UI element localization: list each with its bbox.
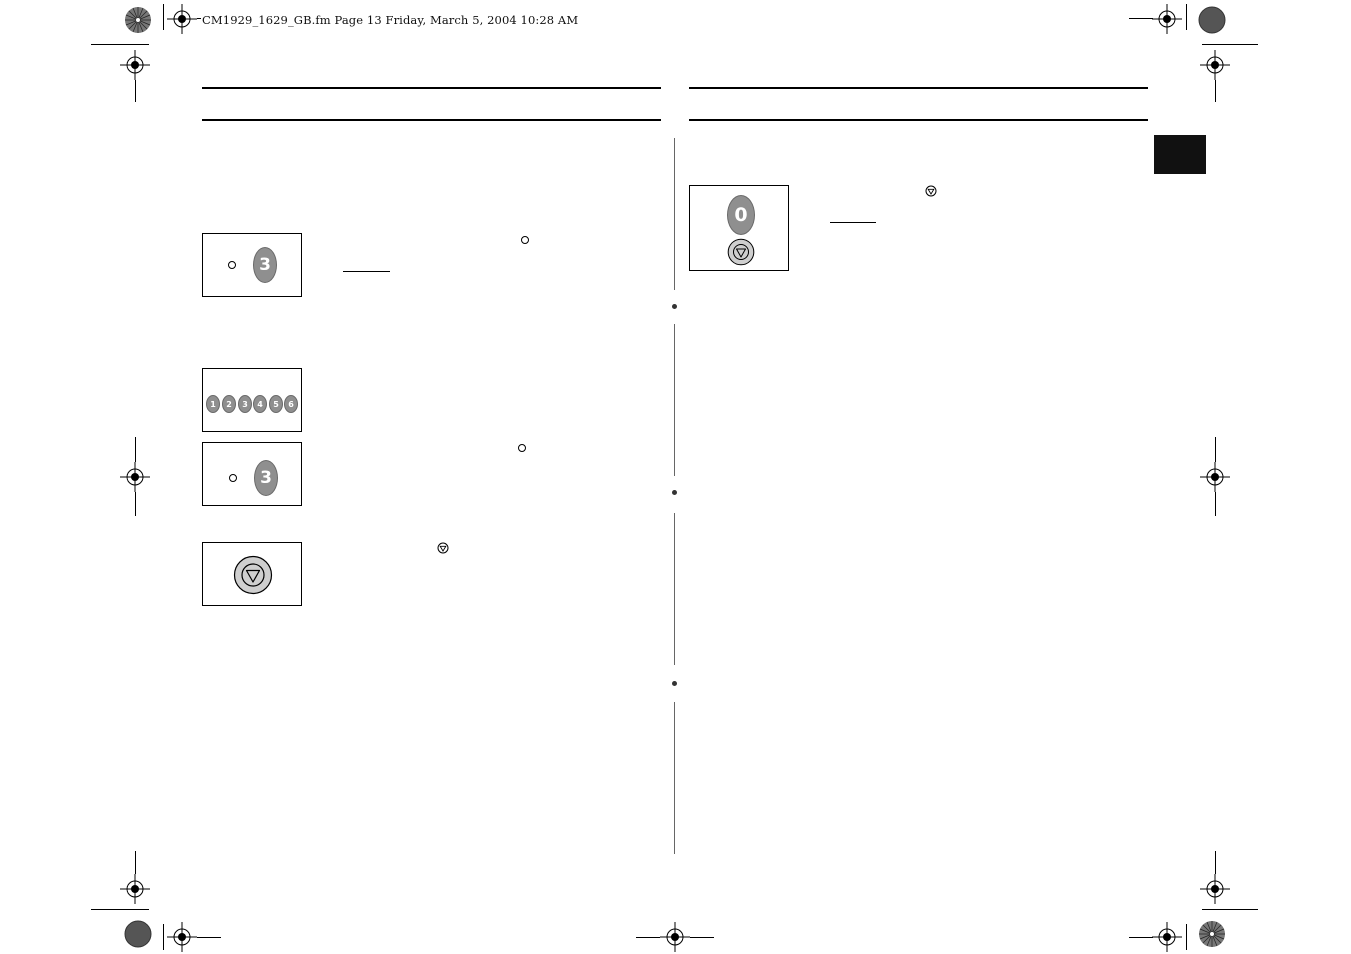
- key-1-button[interactable]: 1: [206, 395, 220, 413]
- registration-mark-icon: [1200, 50, 1230, 80]
- crop-mark: [1202, 909, 1258, 910]
- column-divider: [674, 138, 675, 290]
- crop-mark: [197, 937, 221, 938]
- registration-mark-icon: [120, 462, 150, 492]
- registration-mark-icon: [660, 922, 690, 952]
- left-section-top-rule: [202, 87, 661, 89]
- language-tab: [1154, 135, 1206, 174]
- crop-mark: [1129, 18, 1153, 19]
- registration-mark-icon: [1200, 874, 1230, 904]
- registration-mark-icon: [1200, 462, 1230, 492]
- crop-mark: [636, 937, 660, 938]
- keypad-panel-right: [689, 185, 789, 271]
- crop-mark: [1215, 437, 1216, 462]
- right-section-top-rule: [689, 87, 1148, 89]
- stop-icon: [437, 542, 449, 554]
- crop-mark: [163, 4, 164, 30]
- text-underline: [343, 271, 390, 272]
- crop-mark: [1215, 851, 1216, 874]
- file-header: CM1929_1629_GB.fm Page 13 Friday, March 5, 2004 10:28 AM: [202, 13, 579, 27]
- key-3-button[interactable]: 3: [253, 247, 277, 283]
- right-section-bottom-rule: [689, 119, 1148, 121]
- crop-mark: [1215, 492, 1216, 516]
- divider-bullet: [672, 681, 677, 686]
- crop-mark: [197, 18, 201, 19]
- column-divider: [674, 513, 675, 665]
- column-divider: [674, 324, 675, 476]
- stop-button[interactable]: [727, 238, 755, 266]
- key-5-button[interactable]: 5: [269, 395, 283, 413]
- crop-mark: [135, 851, 136, 874]
- bottom-left-swatch-icon: [124, 920, 152, 948]
- keypad-panel-step4: [202, 542, 302, 606]
- crop-mark: [690, 937, 714, 938]
- crop-mark: [1202, 44, 1258, 45]
- crop-mark: [163, 924, 164, 950]
- crop-mark: [91, 44, 149, 45]
- bottom-right-starburst-icon: [1198, 920, 1226, 948]
- stop-icon: [925, 185, 937, 197]
- registration-mark-icon: [120, 874, 150, 904]
- key-3-button[interactable]: 3: [254, 460, 278, 496]
- text-underline: [830, 222, 876, 223]
- registration-mark-icon: [1152, 922, 1182, 952]
- divider-bullet: [672, 490, 677, 495]
- crop-mark: [135, 80, 136, 102]
- crop-mark: [135, 492, 136, 516]
- stop-button[interactable]: [233, 555, 273, 595]
- top-left-starburst-icon: [124, 6, 152, 34]
- indicator-circle-icon: [228, 261, 236, 269]
- top-right-swatch-icon: [1198, 6, 1226, 34]
- key-2-button[interactable]: 2: [222, 395, 236, 413]
- crop-mark: [1186, 4, 1187, 30]
- keypad-panel-step3: [202, 442, 302, 506]
- indicator-circle-icon: [229, 474, 237, 482]
- column-divider: [674, 702, 675, 854]
- key-0-button[interactable]: 0: [727, 195, 755, 235]
- indicator-circle-icon: [521, 236, 529, 244]
- registration-mark-icon: [167, 4, 197, 34]
- crop-mark: [91, 909, 149, 910]
- crop-mark: [1215, 80, 1216, 102]
- key-6-button[interactable]: 6: [284, 395, 298, 413]
- registration-mark-icon: [167, 922, 197, 952]
- keypad-panel-step2: [202, 368, 302, 432]
- registration-mark-icon: [1152, 4, 1182, 34]
- left-section-bottom-rule: [202, 119, 661, 121]
- crop-mark: [1129, 937, 1153, 938]
- key-3-button[interactable]: 3: [238, 395, 252, 413]
- keypad-panel-step1: [202, 233, 302, 297]
- registration-mark-icon: [120, 50, 150, 80]
- indicator-circle-icon: [518, 444, 526, 452]
- divider-bullet: [672, 304, 677, 309]
- crop-mark: [1186, 924, 1187, 950]
- crop-mark: [135, 437, 136, 462]
- key-4-button[interactable]: 4: [253, 395, 267, 413]
